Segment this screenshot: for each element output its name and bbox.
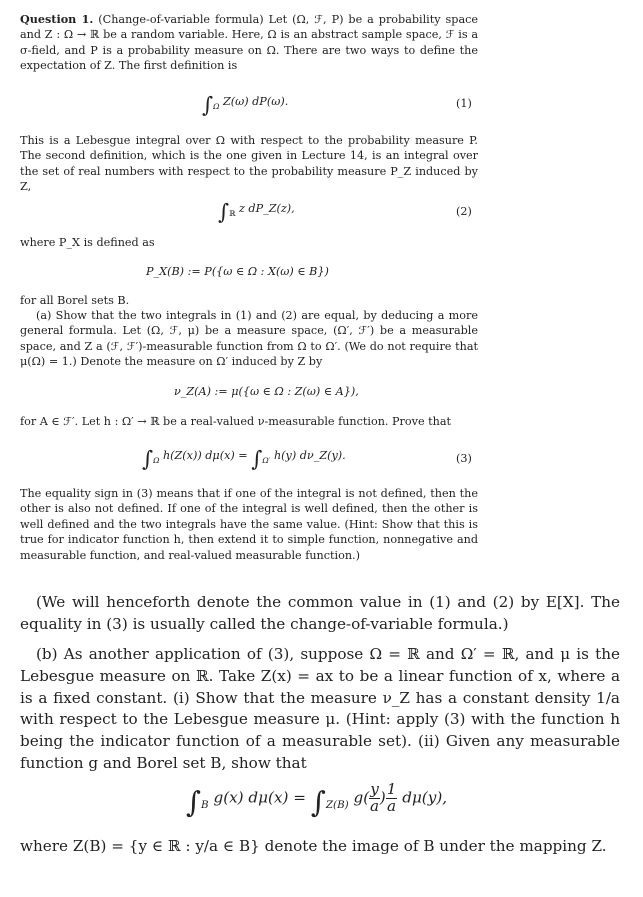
equation-3-number: (3) (456, 452, 472, 465)
equation-2-number: (2) (456, 205, 472, 218)
frac2-num: 1 (386, 780, 397, 798)
frac1-den: a (369, 796, 380, 815)
eq4-left-domain: B (201, 799, 209, 812)
integral-sign-icon: ∫ (218, 200, 230, 226)
integral-sign-icon: ∫ (310, 784, 326, 819)
for-a-text: for A ∈ ℱ′. Let h : Ω′ → ℝ be a real-valued ν-measurable function. Prove that (20, 415, 451, 428)
part-b-text: (b) As another application of (3), suppose Ω = ℝ and Ω′ = ℝ, and μ is the Lebesgue measure on ℝ. Take Z(x) = ax to be a linear function of x, where a is a fixed constant. (i) Show that the measure ν_Z has a constant density 1/a with respect to the Lebesgue measure μ. (Hint: apply (3) with the function h being the indicator function of a measurable set). (ii) Given any measurable function g and Borel set B, show that (20, 645, 620, 772)
equation-1 (202, 93, 289, 119)
equality-note-text: The equality sign in (3) means that if one of the integral is not defined, then the other is also not defined. If one of the integral is well defined, then the other is well defined and the two integrals have the same value. (Hint: Show that this is true for indicator function h, then extend it to simple function, nonnegative and measurable function, and real-valued measurable function.) (20, 487, 478, 562)
eq3-left: h(Z(x)) dμ(x) = (162, 449, 248, 462)
eq2-body: z dP_Z(z), (238, 202, 295, 215)
eq4-right-post: dμ(y), (402, 788, 448, 807)
integral-sign-icon: ∫ (186, 784, 202, 819)
final-text: where Z(B) = {y ∈ ℝ : y/a ∈ B} denote the image of B under the mapping Z. (20, 837, 607, 855)
intro-paragraph (20, 12, 478, 74)
frac1-num: y (370, 780, 379, 798)
borel-line (20, 293, 478, 308)
where-px-text: where P_X is defined as (20, 236, 155, 249)
where-px-line (20, 235, 478, 250)
eq1-body: Z(ω) dP(ω). (222, 95, 289, 108)
eq4-right-mid: ) (379, 788, 386, 807)
eq4-right-domain: Z(B) (325, 799, 349, 812)
equation-nu: ν_Z(A) := μ({ω ∈ Ω : Z(ω) ∈ A}), (174, 385, 359, 398)
after-eq1-text: This is a Lebesgue integral over Ω with respect to the probability measure P. The second definition, which is the one given in Lecture 14, is an integral over the set of real numbers with respect to the probability measure P_Z induced by Z, (20, 134, 478, 194)
for-a-line (20, 414, 478, 429)
integral-sign-icon: ∫ (251, 447, 263, 473)
equation-px: P_X(B) := P({ω ∈ Ω : X(ω) ∈ B}) (146, 265, 329, 278)
frac2-den: a (387, 796, 397, 815)
intro-text: (Change-of-variable formula) Let (Ω, ℱ, P) be a probability space and Z : Ω → ℝ be a random variable. Here, Ω is an abstract sample space, ℱ is a σ-field, and P is a probability measure on Ω. There are two ways to define the expectation of Z. The first definition is (20, 13, 478, 73)
equation-2 (218, 200, 295, 226)
equation-1-number: (1) (456, 97, 472, 110)
after-eq1-paragraph (20, 133, 478, 195)
eq3-left-domain: Ω (153, 456, 160, 466)
fraction-y-over-a (369, 782, 380, 815)
final-paragraph (20, 836, 630, 858)
henceforth-text: (We will henceforth denote the common value in (1) and (2) by E[X]. The equality in (3) is usually called the change-of-variable formula.) (20, 593, 620, 633)
eq4-right-pre: g( (353, 788, 370, 807)
part-a-paragraph (20, 308, 478, 370)
eq3-right: h(y) dν_Z(y). (273, 449, 346, 462)
part-a-text: (a) Show that the two integrals in (1) and (2) are equal, by deducing a more general formula. Let (Ω, ℱ, μ) be a measure space, (Ω′, ℱ′) be a measurable space, and Z a (ℱ, ℱ′)-measurable function from Ω to Ω′. (We do not require that μ(Ω) = 1.) Denote the measure on Ω′ induced by Z by (20, 309, 478, 369)
eq2-domain: ℝ (229, 209, 236, 219)
integral-sign-icon: ∫ (142, 447, 154, 473)
eq1-domain: Ω (213, 102, 220, 112)
integral-sign-icon: ∫ (202, 93, 214, 119)
eq3-right-domain: Ω′ (262, 456, 271, 466)
equation-3 (142, 447, 346, 473)
equation-4 (186, 782, 447, 817)
borel-text: for all Borel sets B. (20, 294, 130, 307)
part-b-paragraph (20, 644, 620, 775)
fraction-1-over-a (386, 782, 398, 815)
question-title: Question 1. (20, 12, 94, 26)
equality-note-paragraph (20, 486, 478, 563)
eq4-left: g(x) dμ(x) = (213, 788, 306, 807)
henceforth-paragraph (20, 592, 620, 636)
